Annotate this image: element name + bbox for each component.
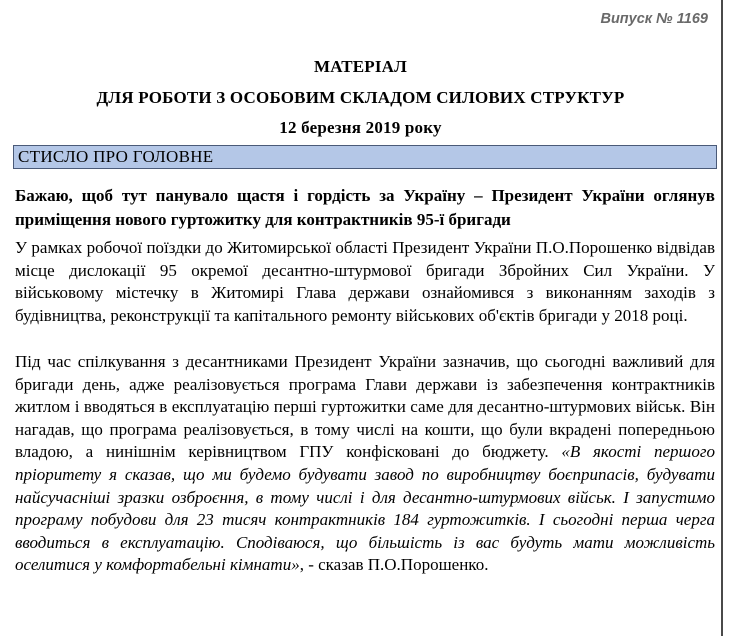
page-border — [721, 0, 723, 636]
article-paragraph-1: У рамках робочої поїздки до Житомирської області Президент України П.О.Порошенко відвідав місце дислокації 95 окремої десантно-штурмової бригади Збройних Сил України. У військовому містечку в Житомирі Глава держави ознайомився з виконанням заходів з будівництва, реконструкції та капітального ремонту військових об'єктів бригади у 2018 році. — [15, 238, 715, 325]
section-banner: СТИСЛО ПРО ГОЛОВНЕ — [13, 145, 717, 169]
president-quote: «В якості першого пріоритету я сказав, що ми будемо будувати завод по виробництву боєприпасів, будувати найсучасніші зразки озброєння, в тому числі і для десантно-штурмових військ. І запустимо програму побудови для 23 тисяч контрактників 184 гуртожитків. І сьогодні перша черга вводиться в експлуатацію. Сподіваюся, що більшість із вас будуть мати можливість оселитися у комфортабельні кімнати» — [15, 442, 716, 575]
paragraph-2-text: Під час спілкування з десантниками Президент України зазначив, що сьогодні важливий для бригади день, адже реалізовується програма Глави держави із забезпечення контрактників житлом і вводяться в експлуатацію перші гуртожитки саме для десантно-штурмових військ. Він нагадав, що програма реалізовується, в тому числі на кошти, що були вкрадені попередньою владою, а нинішнім керівництвом ГПУ конфісковані до бюджету. — [15, 352, 715, 462]
article-title: Бажаю, щоб тут панувало щастя і гордість за Україну – Президент України оглянув приміщення нового гуртожитку для контрактників 95-ї бригади — [15, 186, 715, 229]
issue-number: Випуск № 1169 — [600, 11, 708, 27]
document-date: 12 березня 2019 року — [279, 118, 442, 137]
article-paragraph-2 — [15, 351, 715, 577]
document-title: МАТЕРІАЛ — [313, 57, 408, 76]
quote-attribution: , - сказав П.О.Порошенко. — [299, 555, 489, 575]
document-subtitle: ДЛЯ РОБОТИ З ОСОБОВИМ СКЛАДОМ СИЛОВИХ СТРУКТУР — [96, 88, 625, 107]
